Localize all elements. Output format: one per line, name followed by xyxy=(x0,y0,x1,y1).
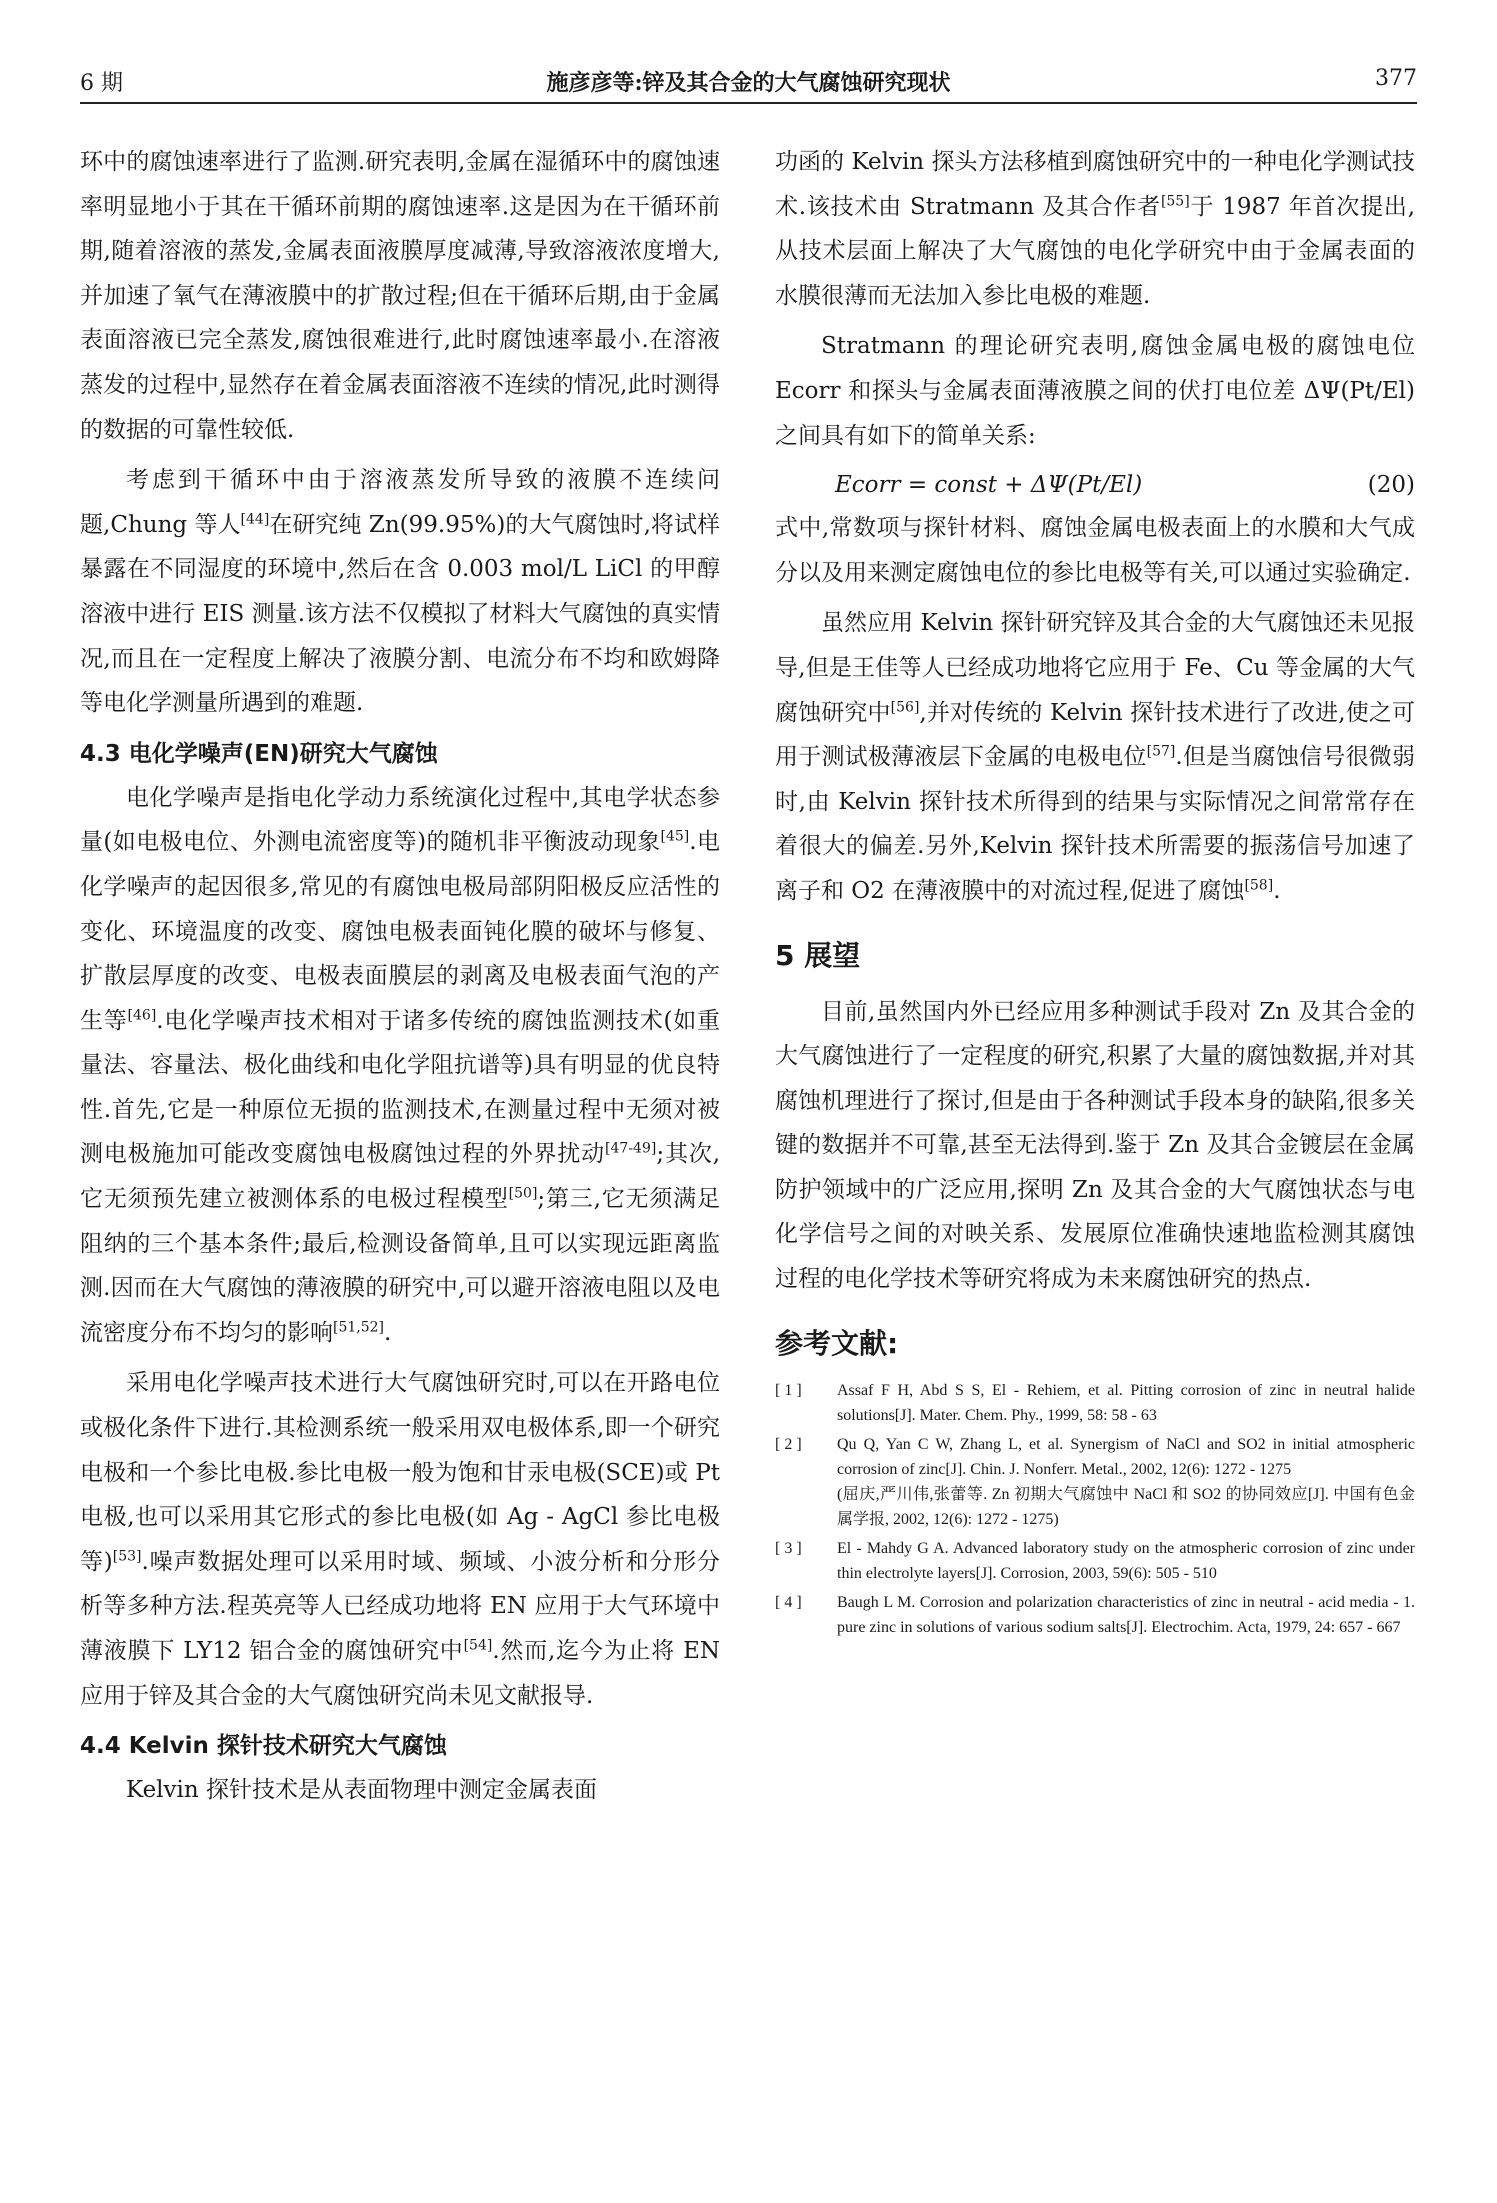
paragraph: 环中的腐蚀速率进行了监测.研究表明,金属在湿循环中的腐蚀速率明显地小于其在干循环前期的腐蚀速率.这是因为在干循环前期,随着溶液的蒸发,金属表面液膜厚度减薄,导致溶液浓度增大,并加速了氧气在薄液膜中的扩散过程;但在干循环后期,由于金属表面溶液已完全蒸发,腐蚀很难进行,此时腐蚀速率最小.在溶液蒸发的过程中,显然存在着金属表面溶液不连续的情况,此时测得的数据的可靠性较低. xyxy=(80,149,720,443)
reference-item xyxy=(775,1432,1415,1532)
page-number: 377 xyxy=(1375,66,1417,91)
issue-label: 6 期 xyxy=(80,71,123,96)
citation: [58] xyxy=(1244,877,1274,894)
reference-text: El - Mahdy G A. Advanced laboratory study on the atmospheric corrosion of zinc under thin electrolyte layers[J]. Corrosion, 2003, 59(6): 505 - 510 xyxy=(837,1539,1415,1582)
citation: [44] xyxy=(240,511,270,528)
reference-item xyxy=(775,1536,1415,1586)
reference-item xyxy=(775,1378,1415,1428)
paragraph: 目前,虽然国内外已经应用多种测试手段对 Zn 及其合金的大气腐蚀进行了一定程度的研究,积累了大量的腐蚀数据,并对其腐蚀机理进行了探讨,但是由于各种测试手段本身的缺陷,很多关键的数据并不可靠,甚至无法得到.鉴于 Zn 及其合金镀层在金属防护领域中的广泛应用,探明 Zn 及其合金的大气腐蚀状态与电化学信号之间的对映关系、发展原位准确快速地监检测其腐蚀过程的电化学技术等研究将成为未来腐蚀研究的热点. xyxy=(775,998,1415,1293)
reference-number: [ 3 ] xyxy=(775,1539,802,1557)
citation: [51,52] xyxy=(333,1319,385,1336)
section-heading-4-4: 4.4 Kelvin 探针技术研究大气腐蚀 xyxy=(80,1733,447,1760)
equation-expression: Ecorr = const + ΔΨ(Pt/El) xyxy=(835,472,1143,499)
equation-number: (20) xyxy=(1367,472,1415,499)
paragraph: 功函的 Kelvin 探头方法移植到腐蚀研究中的一种电化学测试技术.该技术由 Stratmann 及其合作者[55]于 1987 年首次提出,从技术层面上解决了大气腐蚀的电化学研究中由于金属表面的水膜很薄而无法加入参比电极的难题. xyxy=(775,149,1416,309)
reference-list xyxy=(775,1378,1415,1640)
paragraph: Stratmann 的理论研究表明,腐蚀金属电极的腐蚀电位 Ecorr 和探头与金属表面薄液膜之间的伏打电位差 ΔΨ(Pt/El) 之间具有如下的简单关系: xyxy=(775,333,1415,449)
paragraph: 考虑到干循环中由于溶液蒸发所导致的液膜不连续问题,Chung 等人[44]在研究纯 Zn(99.95%)的大气腐蚀时,将试样暴露在不同湿度的环境中,然后在含 0.003 mol/L LiCl 的甲醇溶液中进行 EIS 测量.该方法不仅模拟了材料大气腐蚀的真实情况,而且在一定程度上解决了液膜分割、电流分布不均和欧姆降等电化学测量所遇到的难题. xyxy=(80,467,720,717)
paragraph: 虽然应用 Kelvin 探针研究锌及其合金的大气腐蚀还未见报导,但是王佳等人已经成功地将它应用于 Fe、Cu 等金属的大气腐蚀研究中[56],并对传统的 Kelvin 探针技术进行了改进,使之可用于测试极薄液层下金属的电极电位[57].但是当腐蚀信号很微弱时,由 Kelvin 探针技术所得到的结果与实际情况之间常常存在着很大的偏差.另外,Kelvin 探针技术所需要的振荡信号加速了离子和 O2 在薄液膜中的对流过程,促进了腐蚀[58]. xyxy=(775,610,1416,904)
citation: [45] xyxy=(660,828,690,845)
section-heading-4-3: 4.3 电化学噪声(EN)研究大气腐蚀 xyxy=(80,740,438,767)
reference-text: Baugh L M. Corrosion and polarization characteristics of zinc in neutral - acid media - 1. pure zinc in solutions of various sodium salts[J]. Electrochim. Acta, 1979, 24: 657 - 667 xyxy=(837,1593,1415,1636)
paragraph: 式中,常数项与探针材料、腐蚀金属电极表面上的水膜和大气成分以及用来测定腐蚀电位的参比电极等有关,可以通过实验确定. xyxy=(775,515,1415,586)
citation: [56] xyxy=(890,698,920,715)
paragraph: 电化学噪声是指电化学动力系统演化过程中,其电学状态参量(如电极电位、外测电流密度等)的随机非平衡波动现象[45].电化学噪声的起因很多,常见的有腐蚀电极局部阴阳极反应活性的变化、环境温度的改变、腐蚀电极表面钝化膜的破坏与修复、扩散层厚度的改变、电极表面膜层的剥离及电极表面气泡的产生等[46].电化学噪声技术相对于诸多传统的腐蚀监测技术(如重量法、容量法、极化曲线和电化学阻抗谱等)具有明显的优良特性.首先,它是一种原位无损的监测技术,在测量过程中无须对被测电极施加可能改变腐蚀电极腐蚀过程的外界扰动[47-49];其次,它无须预先建立被测体系的电极过程模型[50];第三,它无须满足阻纳的三个基本条件;最后,检测设备简单,且可以实现远距离监测.因而在大气腐蚀的薄液膜的研究中,可以避开溶液电阻以及电流密度分布不均匀的影响[51,52]. xyxy=(80,784,721,1346)
reference-number: [ 4 ] xyxy=(775,1593,802,1611)
right-column xyxy=(775,140,1415,1644)
paragraph: Kelvin 探针技术是从表面物理中测定金属表面 xyxy=(126,1777,598,1804)
citation: [47-49] xyxy=(605,1140,657,1157)
left-column xyxy=(80,140,720,1819)
citation: [50] xyxy=(508,1185,538,1202)
citation: [57] xyxy=(1146,743,1176,760)
reference-text: Qu Q, Yan C W, Zhang L, et al. Synergism of NaCl and SO2 in initial atmospheric corrosion of zinc[J]. Chin. J. Nonferr. Metal., 2002, 12(6): 1272 - 1275 xyxy=(837,1435,1415,1478)
reference-number: [ 1 ] xyxy=(775,1381,802,1399)
reference-translation: (屈庆,严川伟,张蕾等. Zn 初期大气腐蚀中 NaCl 和 SO2 的协同效应[J]. 中国有色金属学报, 2002, 12(6): 1272 - 1275) xyxy=(837,1485,1415,1528)
equation-20 xyxy=(775,464,1415,506)
citation: [55] xyxy=(1160,192,1190,209)
citation: [46] xyxy=(127,1007,157,1024)
paragraph: 采用电化学噪声技术进行大气腐蚀研究时,可以在开路电位或极化条件下进行.其检测系统一般采用双电极体系,即一个研究电极和一个参比电极.参比电极一般为饱和甘汞电极(SCE)或 Pt 电极,也可以采用其它形式的参比电极(如 Ag - AgCl 参比电极等)[53].噪声数据处理可以采用时域、频域、小波分析和分形分析等多种方法.程英亮等人已经成功地将 EN 应用于大气环境中薄液膜下 LY12 铝合金的腐蚀研究中[54].然而,迄今为止将 EN 应用于锌及其合金的大气腐蚀研究尚未见文献报导. xyxy=(80,1370,720,1709)
reference-number: [ 2 ] xyxy=(775,1435,802,1453)
citation: [54] xyxy=(463,1637,493,1654)
running-title: 施彦彦等:锌及其合金的大气腐蚀研究现状 xyxy=(546,70,951,96)
section-heading-5: 5 展望 xyxy=(775,938,861,972)
running-header xyxy=(80,58,1417,104)
references-heading: 参考文献: xyxy=(775,1326,899,1360)
citation: [53] xyxy=(112,1548,142,1565)
reference-text: Assaf F H, Abd S S, El - Rehiem, et al. Pitting corrosion of zinc in neutral halide solutions[J]. Mater. Chem. Phy., 1999, 58: 58 - 63 xyxy=(837,1381,1415,1424)
reference-item xyxy=(775,1590,1415,1640)
